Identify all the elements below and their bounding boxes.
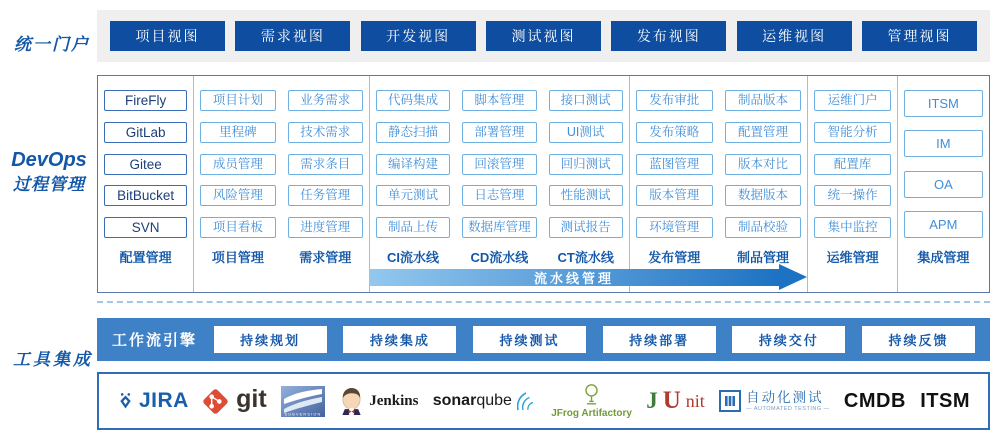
junit-label-nit: nit xyxy=(685,390,705,411)
dashed-divider xyxy=(97,301,990,303)
portal-view-bar xyxy=(97,10,990,62)
column-cd-pipeline xyxy=(456,90,542,292)
feature-chip: 脚本管理 xyxy=(462,90,536,111)
group-ops-management xyxy=(807,76,896,292)
group-release-artifact xyxy=(629,76,808,292)
feature-chip: 回滚管理 xyxy=(462,154,536,175)
feature-chip: 蓝图管理 xyxy=(636,154,713,175)
tool-chip: Gitee xyxy=(104,154,187,175)
logo-subversion xyxy=(281,386,325,417)
column-ops-management xyxy=(808,90,896,292)
stage-button-deploy: 持续部署 xyxy=(603,326,716,353)
tool-chip: GitLab xyxy=(104,122,187,143)
jenkins-icon xyxy=(339,386,364,416)
feature-chip: 制品校验 xyxy=(725,217,802,238)
tool-chip: SVN xyxy=(104,217,187,238)
logo-itsm xyxy=(920,390,970,413)
column-ci-pipeline xyxy=(370,90,456,292)
view-button-requirement: 需求视图 xyxy=(235,21,350,51)
group-project-requirement xyxy=(193,76,369,292)
automated-testing-labels xyxy=(746,390,830,412)
column-label: 需求管理 xyxy=(299,250,352,265)
feature-chip: IM xyxy=(904,130,983,157)
jira-label: JIRA xyxy=(139,389,189,412)
pipeline-arrow-label: 流水线管理 xyxy=(533,271,614,286)
feature-chip: 发布策略 xyxy=(636,122,713,143)
group-integration-management xyxy=(897,76,989,292)
column-label: 配置管理 xyxy=(119,250,172,265)
feature-chip: 部署管理 xyxy=(462,122,536,143)
group-config-management xyxy=(98,76,193,292)
feature-chip: 里程碑 xyxy=(200,122,275,143)
column-integration-management xyxy=(898,90,989,292)
workflow-engine-bar xyxy=(97,318,990,361)
column-label: 发布管理 xyxy=(648,250,701,265)
feature-chip: 项目计划 xyxy=(200,90,275,111)
column-label: 运维管理 xyxy=(826,250,879,265)
feature-chip: 静态扫描 xyxy=(376,122,450,143)
junit-label-j: J xyxy=(646,388,658,413)
feature-chip: 接口测试 xyxy=(549,90,623,111)
section-label-tool-integration: 工具集成 xyxy=(13,350,93,369)
git-icon xyxy=(202,388,229,415)
view-button-develop: 开发视图 xyxy=(361,21,476,51)
logo-jfrog-artifactory xyxy=(551,383,632,419)
logo-cmdb xyxy=(844,390,906,413)
logo-sonarqube xyxy=(433,391,537,411)
logo-automated-testing xyxy=(719,390,830,412)
feature-chip: 需求条目 xyxy=(288,154,363,175)
sonarqube-label: sonarqube xyxy=(432,392,512,409)
feature-chip: 配置管理 xyxy=(725,122,802,143)
feature-chip: 集中监控 xyxy=(814,217,890,238)
tool-chip: FireFly xyxy=(104,90,187,111)
feature-chip: ITSM xyxy=(904,90,983,117)
feature-chip: 编译构建 xyxy=(376,154,450,175)
subversion-icon xyxy=(281,386,325,417)
feature-chip: 日志管理 xyxy=(462,185,536,206)
feature-chip: UI测试 xyxy=(549,122,623,143)
feature-chip: 测试报告 xyxy=(549,217,623,238)
logo-jenkins xyxy=(339,386,418,416)
view-button-test: 测试视图 xyxy=(486,21,601,51)
feature-chip: 版本对比 xyxy=(725,154,802,175)
feature-chip: 智能分析 xyxy=(814,122,890,143)
automated-testing-label-zh: 自动化测试 xyxy=(746,390,824,406)
devops-label-zh: 过程管理 xyxy=(13,175,85,194)
view-button-project: 项目视图 xyxy=(110,21,225,51)
feature-chip: 单元测试 xyxy=(376,185,450,206)
workflow-engine-label: 工作流引擎 xyxy=(112,332,198,349)
feature-chip: 任务管理 xyxy=(288,185,363,206)
feature-chip: 性能测试 xyxy=(549,185,623,206)
section-label-unified-portal: 统一门户 xyxy=(14,35,90,54)
column-release-management xyxy=(630,90,719,292)
process-management-panel xyxy=(97,75,990,293)
feature-chip: 回归测试 xyxy=(549,154,623,175)
stage-button-deliver: 持续交付 xyxy=(732,326,845,353)
feature-chip: 数据库管理 xyxy=(462,217,536,238)
feature-chip: 风险管理 xyxy=(200,185,275,206)
column-label: CI流水线 xyxy=(387,250,440,265)
column-requirement-management xyxy=(282,90,369,292)
logo-jira xyxy=(117,389,189,413)
feature-chip: 版本管理 xyxy=(636,185,713,206)
feature-chip: APM xyxy=(904,211,983,238)
feature-chip: 制品上传 xyxy=(376,217,450,238)
git-label: git xyxy=(236,385,267,413)
stage-button-plan: 持续规划 xyxy=(214,326,327,353)
feature-chip: OA xyxy=(904,171,983,198)
view-button-ops: 运维视图 xyxy=(737,21,852,51)
feature-chip: 进度管理 xyxy=(288,217,363,238)
column-config-management xyxy=(98,90,193,292)
view-button-release: 发布视图 xyxy=(611,21,726,51)
feature-chip: 成员管理 xyxy=(200,154,275,175)
junit-label-u: U xyxy=(662,387,681,414)
view-button-manage: 管理视图 xyxy=(862,21,977,51)
feature-chip: 统一操作 xyxy=(814,185,890,206)
logo-junit xyxy=(646,387,705,415)
column-label: CD流水线 xyxy=(470,250,529,265)
svg-text:SUBVERSION: SUBVERSION xyxy=(284,412,322,416)
column-artifact-management xyxy=(719,90,808,292)
group-pipelines xyxy=(369,76,629,292)
devops-label-en: DevOps xyxy=(11,149,87,171)
feature-chip: 数据版本 xyxy=(725,185,802,206)
jfrog-label: JFrog Artifactory xyxy=(551,408,632,419)
feature-chip: 运维门户 xyxy=(814,90,890,111)
feature-chip: 业务需求 xyxy=(288,90,363,111)
logo-git xyxy=(203,385,267,413)
stage-button-integrate: 持续集成 xyxy=(343,326,456,353)
tool-logos-box xyxy=(97,372,990,430)
feature-chip: 项目看板 xyxy=(200,217,275,238)
automated-testing-icon xyxy=(719,390,741,412)
column-label: 集成管理 xyxy=(917,250,970,265)
feature-chip: 环境管理 xyxy=(636,217,713,238)
feature-chip: 技术需求 xyxy=(288,122,363,143)
column-ct-pipeline xyxy=(543,90,629,292)
column-label: CT流水线 xyxy=(557,250,614,265)
feature-chip: 发布审批 xyxy=(636,90,713,111)
feature-chip: 代码集成 xyxy=(376,90,450,111)
cmdb-label: CMDB xyxy=(843,389,906,412)
jfrog-icon xyxy=(582,383,601,407)
pipeline-management-arrow xyxy=(369,269,779,286)
feature-chip: 配置库 xyxy=(814,154,890,175)
column-label: 项目管理 xyxy=(211,250,264,265)
sonarqube-waves-icon xyxy=(517,391,537,411)
stage-button-test: 持续测试 xyxy=(473,326,586,353)
feature-chip: 制品版本 xyxy=(725,90,802,111)
section-label-devops-process xyxy=(2,147,96,197)
jira-icon xyxy=(117,392,134,410)
column-project-management xyxy=(194,90,281,292)
jenkins-label: Jenkins xyxy=(369,392,419,409)
stage-button-feedback: 持续反馈 xyxy=(862,326,975,353)
column-label: 制品管理 xyxy=(737,250,790,265)
itsm-label: ITSM xyxy=(920,389,970,412)
tool-chip: BitBucket xyxy=(104,185,187,206)
automated-testing-label-en: — AUTOMATED TESTING — xyxy=(746,405,830,412)
